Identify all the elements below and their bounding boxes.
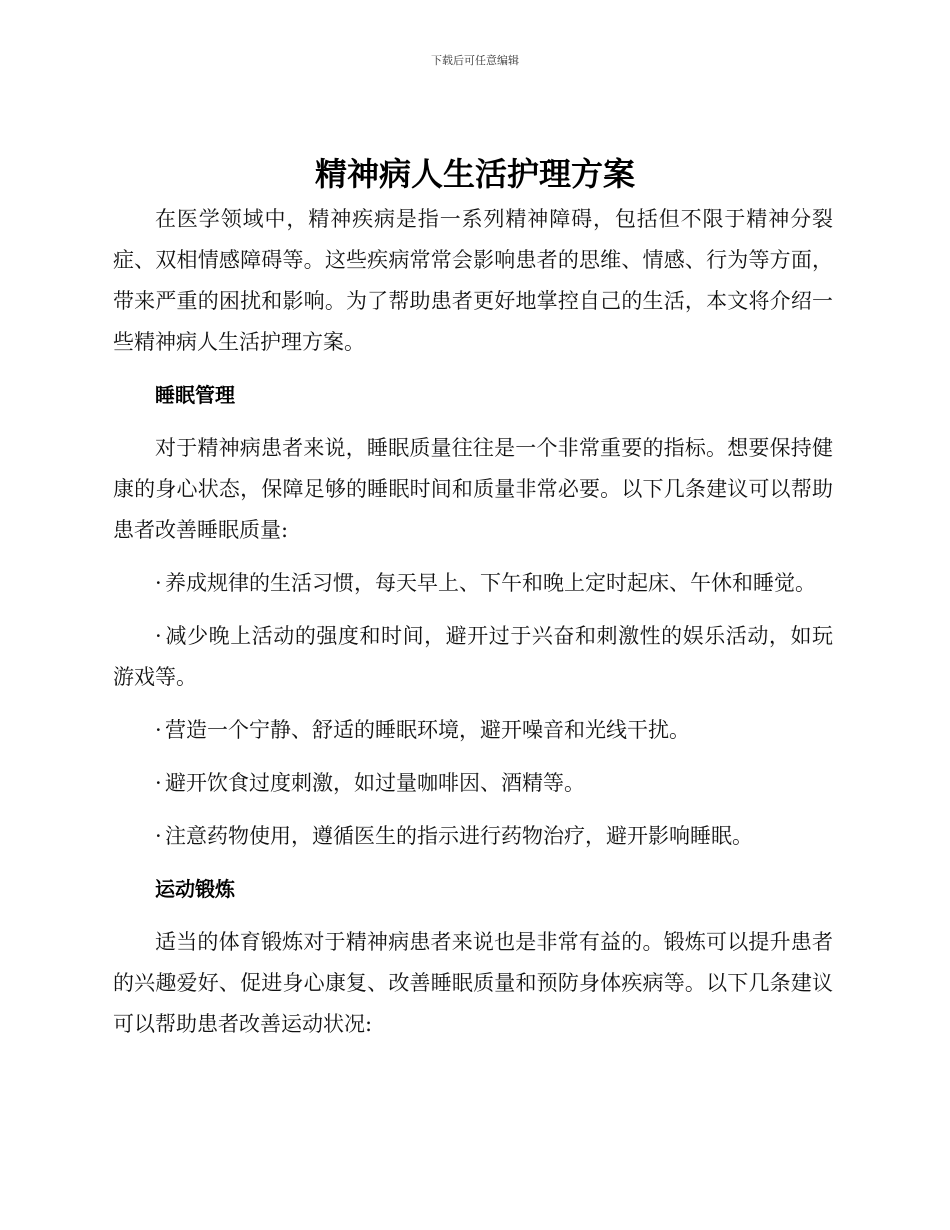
header-note: 下载后可任意编辑 (431, 54, 519, 67)
bullet-mark: · (155, 771, 162, 795)
exercise-paragraph: 适当的体育锻炼对于精神病患者来说也是非常有益的。锻炼可以提升患者的兴趣爱好、促进身心康复、改善睡眠质量和预防身体疾病等。以下几条建议可以帮助患者改善运动状况: (113, 930, 833, 1036)
section-heading-sleep: 睡眠管理 (155, 383, 235, 407)
sleep-bullet-3 (113, 710, 833, 751)
bullet-mark: · (155, 824, 162, 848)
bullet-mark: · (155, 624, 162, 648)
document-body (113, 199, 833, 1045)
sleep-bullet-4 (113, 763, 833, 804)
sleep-bullet-5 (113, 816, 833, 857)
bullet-text: 养成规律的生活习惯，每天早上、下午和晚上定时起床、午休和睡觉。 (165, 571, 816, 595)
sleep-bullet-2 (113, 616, 833, 698)
bullet-text: 减少晚上活动的强度和时间，避开过于兴奋和刺激性的娱乐活动，如玩游戏等。 (113, 624, 833, 689)
sleep-bullet-1 (113, 563, 833, 604)
bullet-mark: · (155, 718, 162, 742)
bullet-text: 营造一个宁静、舒适的睡眠环境，避开噪音和光线干扰。 (165, 718, 690, 742)
sleep-paragraph: 对于精神病患者来说，睡眠质量往往是一个非常重要的指标。想要保持健康的身心状态，保障足够的睡眠时间和质量非常必要。以下几条建议可以帮助患者改善睡眠质量: (113, 436, 833, 542)
bullet-mark: · (155, 571, 162, 595)
bullet-text: 避开饮食过度刺激，如过量咖啡因、酒精等。 (165, 771, 585, 795)
page-title: 精神病人生活护理方案 (314, 155, 635, 193)
intro-paragraph: 在医学领域中，精神疾病是指一系列精神障碍，包括但不限于精神分裂症、双相情感障碍等。这些疾病常常会影响患者的思维、情感、行为等方面，带来严重的困扰和影响。为了帮助患者更好地掌控自己的生活，本文将介绍一些精神病人生活护理方案。 (113, 207, 833, 354)
section-heading-exercise: 运动锻炼 (155, 877, 235, 901)
bullet-text: 注意药物使用，遵循医生的指示进行药物治疗，避开影响睡眠。 (165, 824, 753, 848)
